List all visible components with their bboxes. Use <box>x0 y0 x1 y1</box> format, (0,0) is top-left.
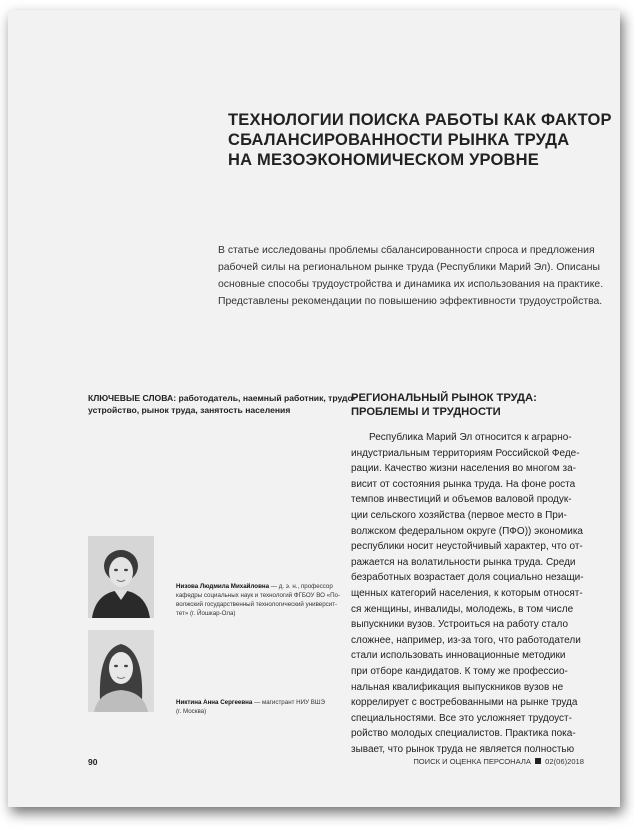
body-line: стали использовать инновационные методики <box>351 650 566 662</box>
section-heading-line: РЕГИОНАЛЬНЫЙ РЫНОК ТРУДА: <box>351 392 537 404</box>
body-line: индустриальным территориям Российской Феде- <box>351 447 580 459</box>
keywords-line: устройство, рынок труда, занятость населения <box>88 405 291 415</box>
page-number: 90 <box>88 757 98 767</box>
abstract-line: основные способы трудоустройства и динамика их использования на практике. <box>218 279 604 290</box>
author-position: — магистрант НИУ ВШЭ <box>252 699 325 706</box>
body-line: коррелирует с востребованными на рынке труда <box>351 697 578 709</box>
body-line: щенных категорий населения, к которым относят- <box>351 587 583 599</box>
abstract-line: рабочей силы на региональном рынке труда (Республики Марий Эл). Описаны <box>218 262 600 273</box>
author-name: Низова Людмила Михайловна <box>176 583 270 590</box>
body-line: ся женщины, инвалиды, молодежь, в том числе <box>351 603 574 615</box>
author-info <box>176 698 336 716</box>
body-line: висит от состояния рынка труда. На фоне роста <box>351 478 576 490</box>
keywords <box>88 392 356 416</box>
author-portrait-image <box>88 630 154 712</box>
author-info-line: кафедры социальных наук и технологий ФГБОУ ВО «По- <box>176 592 341 599</box>
title-line: ТЕХНОЛОГИИ ПОИСКА РАБОТЫ КАК ФАКТОР <box>228 111 612 129</box>
article-abstract <box>218 242 604 310</box>
body-line: республики носит неустойчивый характер, что от- <box>351 541 583 553</box>
body-line: Республика Марий Эл относится к аграрно- <box>369 432 572 443</box>
body-line: волжском федеральном округе (ПФО)) экономика <box>351 525 583 537</box>
title-line: СБАЛАНСИРОВАННОСТИ РЫНКА ТРУДА <box>228 131 570 149</box>
section-body <box>351 430 592 757</box>
author-photo <box>88 536 154 618</box>
body-line: при отборе кандидатов. К тому же профессио- <box>351 665 568 677</box>
author-info-line: тет» (г. Йошкар-Ола) <box>176 610 236 617</box>
journal-page <box>8 10 620 807</box>
section-heading-line: ПРОБЛЕМЫ И ТРУДНОСТИ <box>351 406 501 418</box>
keywords-line: КЛЮЧЕВЫЕ СЛОВА: работодатель, наемный работник, трудо- <box>88 393 356 403</box>
abstract-line: В статье исследованы проблемы сбалансированности спроса и предложения <box>218 245 595 256</box>
article-title <box>228 110 612 170</box>
body-line: ражается на волатильности рынка труда. Среди <box>351 556 576 568</box>
section-heading <box>351 391 601 419</box>
body-line: ройство молодых специалистов. Практика пока- <box>351 728 576 740</box>
body-line: специальностями. Все это усложняет трудоуст- <box>351 712 572 724</box>
author-name: Никтина Анна Сергеевна <box>176 699 253 706</box>
author-info-line: волжский государственный технологический университ- <box>176 601 338 608</box>
body-line: безработных возрастает доля социально незащи- <box>351 572 584 584</box>
journal-footer <box>413 757 584 766</box>
journal-issue: 02(06)2018 <box>545 757 584 766</box>
body-line: нальная квалификация выпускников вузов не <box>351 681 564 693</box>
body-line: ции сельского хозяйства (первое место в При- <box>351 509 567 521</box>
author-position: — д. э. н., профессор <box>269 583 333 590</box>
body-line: выпускники вузов. Устроиться на работу стало <box>351 619 569 631</box>
body-line: рации. Качество жизни населения во многом за- <box>351 463 577 475</box>
author-info <box>176 582 341 618</box>
journal-name: ПОИСК И ОЦЕНКА ПЕРСОНАЛА <box>413 757 531 766</box>
abstract-line: Представлены рекомендации по повышению эффективности трудоустройства. <box>218 296 603 307</box>
title-line: НА МЕЗОЭКОНОМИЧЕСКОМ УРОВНЕ <box>228 151 539 169</box>
author-photo <box>88 630 154 712</box>
body-line: зывает, что рынок труда не является полностью <box>351 743 575 755</box>
body-line: сложнее, например, из-за того, что работодатели <box>351 634 581 646</box>
author-portrait-image <box>88 536 154 618</box>
body-line: темпов инвестиций и объемов валовой продук- <box>351 494 572 506</box>
author-info-line: (г. Москва) <box>176 708 207 715</box>
square-separator-icon <box>535 758 541 764</box>
